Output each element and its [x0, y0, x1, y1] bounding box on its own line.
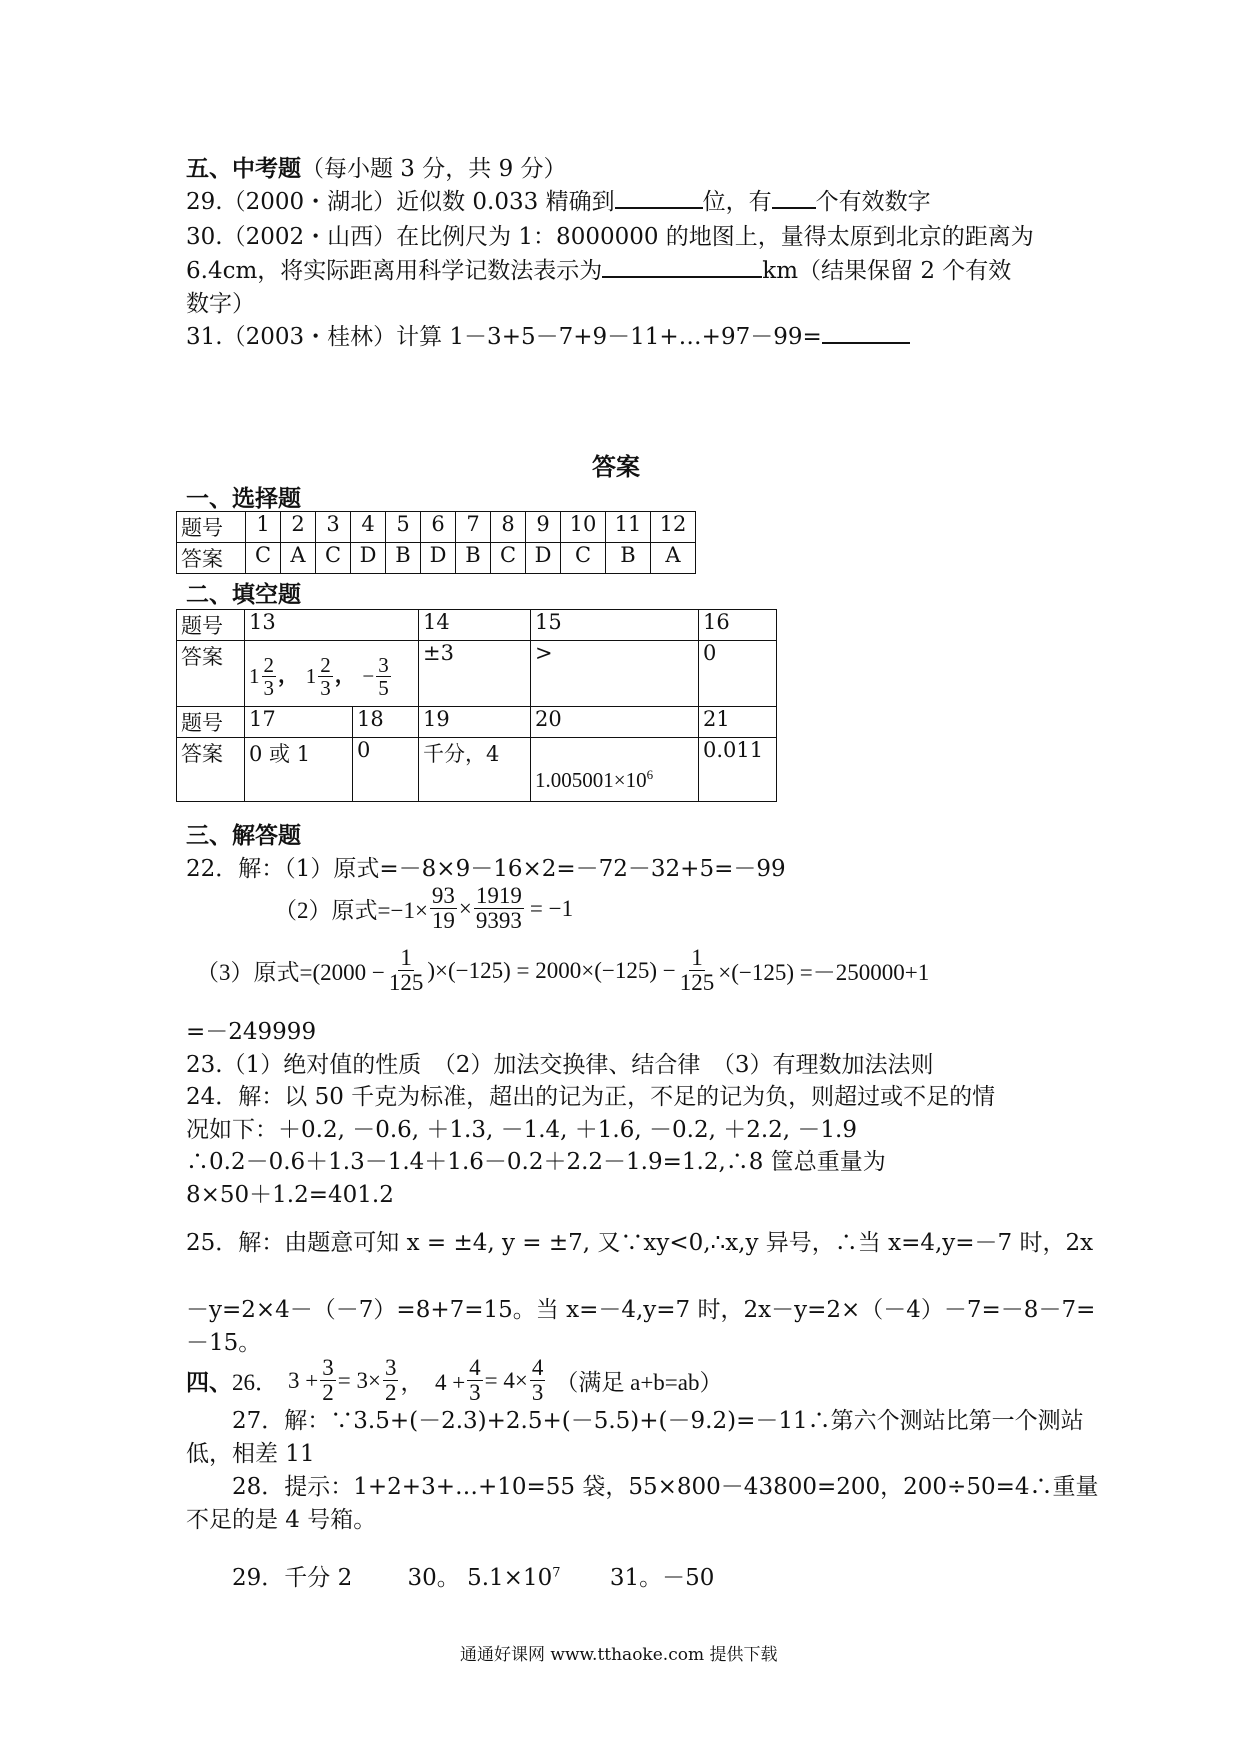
- fraction: [320, 1356, 336, 1405]
- table-cell: 9: [526, 512, 561, 543]
- expr-text: ×: [458, 895, 472, 921]
- answer-30-exponent: 7: [552, 1565, 561, 1581]
- denominator: 19: [431, 908, 455, 934]
- denominator: 5: [378, 676, 389, 700]
- part4-heading: 四、: [186, 1370, 232, 1397]
- answer-21: 0.011: [699, 738, 777, 802]
- fraction: [387, 946, 426, 995]
- question-31: [186, 318, 910, 351]
- table-cell: 19: [419, 707, 531, 738]
- q27-line2: 低，相差 11: [186, 1441, 315, 1467]
- expr-text: （2）原式=−1×: [274, 898, 428, 924]
- answer-13: [245, 641, 419, 707]
- row-header-answer: 答案: [177, 738, 245, 802]
- table-cell: 12: [651, 512, 696, 543]
- denominator: 3: [263, 676, 274, 700]
- denominator: 3: [531, 1380, 544, 1406]
- denominator: 125: [388, 970, 424, 996]
- expr-text: 26．: [232, 1370, 278, 1396]
- q29-blank-1: [615, 185, 703, 209]
- table-cell: 6: [421, 512, 456, 543]
- answer-30-base: 30。 5.1×10: [407, 1565, 553, 1591]
- table-cell: A: [651, 543, 696, 574]
- expr-text: （满足 a+b=ab）: [555, 1370, 723, 1396]
- table-cell: C: [561, 543, 606, 574]
- table-cell: C: [491, 543, 526, 574]
- table-cell: 14: [419, 610, 531, 641]
- fraction: [430, 884, 457, 933]
- q29-blank-2: [772, 185, 816, 209]
- table-cell: 10: [561, 512, 606, 543]
- sci-exponent: 6: [646, 767, 654, 782]
- answer-30: [408, 1565, 561, 1591]
- q24-line2: 况如下：＋0.2, －0.6, ＋1.3, －1.4, ＋1.6, －0.2, ＋2.2, －1.9: [186, 1117, 857, 1143]
- answer-16: 0: [699, 641, 777, 707]
- numerator: 3: [322, 1355, 334, 1380]
- fraction: [467, 1356, 483, 1405]
- question-30-line2: [186, 252, 1011, 285]
- numerator: 1: [400, 945, 412, 970]
- answer-31: 31。－50: [609, 1565, 715, 1591]
- q24-line4: 8×50＋1.2=401.2: [186, 1182, 394, 1208]
- question-30-line1: 30.（2002・山西）在比例尺为 1：8000000 的地图上，量得太原到北京的距离为: [186, 224, 1034, 250]
- final-answers: [232, 1559, 714, 1592]
- expr-text: ×(−125) =－250000+1: [718, 960, 930, 986]
- q30-text-b: km（结果保留 2 个有效: [762, 258, 1012, 284]
- q24-line3: ∴0.2－0.6＋1.3－1.4＋1.6－0.2＋2.2－1.9=1.2,∴8 筐总重量为: [186, 1149, 886, 1175]
- fraction: [678, 946, 717, 995]
- answer-15: >: [531, 641, 699, 707]
- table-cell: 7: [456, 512, 491, 543]
- table-cell: B: [606, 543, 651, 574]
- numerator: 1919: [475, 883, 522, 908]
- q30-blank: [602, 254, 762, 278]
- answer-19: 千分，4: [419, 738, 531, 802]
- whole-part: 1: [305, 664, 317, 688]
- fraction: [376, 654, 391, 699]
- table-cell: 8: [491, 512, 526, 543]
- numerator: 3: [378, 652, 389, 677]
- numerator: 3: [384, 1355, 397, 1380]
- q22-part1: 22．解：（1）原式=－8×9－16×2=－72－32+5=－99: [186, 856, 786, 882]
- table-cell: 3: [316, 512, 351, 543]
- q26-expression: [186, 1356, 722, 1405]
- part3-heading: 三、解答题: [186, 822, 301, 849]
- q28-line2: 不足的是 4 号箱。: [186, 1507, 377, 1533]
- mixed-number: [249, 654, 278, 699]
- table-cell: C: [316, 543, 351, 574]
- numerator: 4: [469, 1355, 481, 1380]
- table-cell: 21: [699, 707, 777, 738]
- table-cell: 13: [245, 610, 419, 641]
- answer-29: 29．千分 2: [232, 1565, 353, 1591]
- footer: 通通好课网 www.tthaoke.com 提供下载: [460, 1645, 778, 1665]
- q29-text-c: 个有效数字: [815, 189, 931, 215]
- table-cell: B: [456, 543, 491, 574]
- fraction: [262, 654, 277, 699]
- table-cell: 4: [351, 512, 386, 543]
- q29-text-a: 29.（2000・湖北）近似数 0.033 精确到: [186, 189, 615, 215]
- denominator: 3: [320, 676, 331, 700]
- table-cell: D: [526, 543, 561, 574]
- q25-line3: －15。: [186, 1330, 262, 1356]
- table-cell: 15: [531, 610, 699, 641]
- table-row: [177, 641, 777, 707]
- expr-text: = 3×: [337, 1367, 381, 1393]
- separator: ，: [278, 662, 299, 687]
- table-cell: 1: [246, 512, 281, 543]
- section5-heading-bold: 五、中考题: [186, 155, 301, 182]
- question-30-line3: 数字）: [186, 291, 255, 317]
- table-cell: 18: [353, 707, 419, 738]
- q30-text-a: 6.4cm，将实际距离用科学记数法表示为: [186, 258, 603, 284]
- q22-part3-cont: =－249999: [186, 1019, 317, 1045]
- denominator: 2: [384, 1380, 397, 1406]
- whole-part: 1: [249, 664, 260, 688]
- table-cell: 11: [606, 512, 651, 543]
- numerator: 93: [431, 883, 455, 908]
- table-cell: 5: [386, 512, 421, 543]
- q22-part2: [274, 884, 573, 933]
- table-cell: 2: [281, 512, 316, 543]
- numerator: 2: [320, 652, 331, 677]
- answer-18: 0: [353, 738, 419, 802]
- minus-sign: −: [362, 664, 375, 688]
- expr-text: = 4×: [484, 1367, 528, 1393]
- expr-text: )×(−125) = 2000×(−125) −: [427, 957, 676, 983]
- row-header-number: 题号: [177, 610, 245, 641]
- sci-base: 1.005001×10: [535, 768, 647, 792]
- negative-fraction: [362, 654, 392, 699]
- expr-text: = −1: [529, 895, 574, 921]
- q27-line1: 27．解：∵3.5+(－2.3)+2.5+(－5.5)+(－9.2)=－11∴第六个测站比第一个测站: [232, 1408, 1084, 1434]
- choice-answer-table: [176, 511, 696, 574]
- answer-17: 0 或 1: [245, 738, 353, 802]
- q23: 23.（1）绝对值的性质 （2）加法交换律、结合律 （3）有理数加法法则: [186, 1052, 934, 1078]
- mixed-number: [306, 654, 335, 699]
- q24-line1: 24．解：以 50 千克为标准，超出的记为正，不足的记为负，则超过或不足的情: [186, 1084, 996, 1110]
- part1-heading: 一、选择题: [186, 485, 301, 512]
- q28-line1: 28．提示：1+2+3+…+10=55 袋，55×800－43800=200，200÷50=4∴重量: [232, 1474, 1099, 1500]
- section5-heading: [186, 150, 567, 183]
- fraction: [474, 884, 524, 933]
- table-row: [177, 738, 777, 802]
- section5-heading-rest: （每小题 3 分，共 9 分）: [301, 156, 567, 182]
- fraction: [318, 654, 333, 699]
- table-cell: 17: [245, 707, 353, 738]
- table-cell: 16: [699, 610, 777, 641]
- denominator: 3: [469, 1380, 481, 1406]
- table-row: [177, 512, 696, 543]
- q22-2-expression: [274, 884, 573, 933]
- denominator: 125: [679, 970, 715, 996]
- expr-text: （3）原式=(2000 −: [196, 960, 385, 986]
- table-cell: A: [281, 543, 316, 574]
- q22-part3: [196, 946, 929, 995]
- denominator: 9393: [475, 908, 522, 934]
- q25-line2: －y=2×4－（－7）=8+7=15。当 x=－4,y=7 时，2x－y=2×（－4）－7=－8－7=: [186, 1297, 1096, 1323]
- row-header-answer: 答案: [177, 641, 245, 707]
- table-cell: D: [351, 543, 386, 574]
- answers-title: 答案: [592, 452, 640, 481]
- q25-line1: 25．解：由题意可知 x = ±4, y = ±7, 又∵xy<0,∴x,y 异号，∴当 x=4,y=－7 时，2x: [186, 1230, 1094, 1256]
- table-cell: B: [386, 543, 421, 574]
- q29-text-b: 位，有: [702, 189, 772, 215]
- q31-text: 31.（2003・桂林）计算 1－3+5－7+9－11+…+97－99=: [186, 324, 822, 350]
- numerator: 2: [263, 652, 274, 677]
- part2-heading: 二、填空题: [186, 581, 301, 608]
- row-header-number: 题号: [177, 707, 245, 738]
- table-row: [177, 543, 696, 574]
- row-header-number: 题号: [177, 512, 246, 543]
- table-row: [177, 707, 777, 738]
- table-cell: 20: [531, 707, 699, 738]
- q31-blank: [822, 320, 910, 344]
- answer-20: [531, 738, 699, 802]
- fill-blank-answer-table: [176, 609, 777, 802]
- table-cell: D: [421, 543, 456, 574]
- fraction: [383, 1356, 399, 1405]
- numerator: 1: [691, 945, 703, 970]
- expr-text: 3 +: [288, 1367, 319, 1393]
- fraction: [530, 1356, 546, 1405]
- table-row: [177, 610, 777, 641]
- numerator: 4: [531, 1355, 544, 1380]
- question-29: [186, 183, 931, 216]
- q26: [186, 1356, 722, 1405]
- separator: ，: [334, 662, 356, 687]
- expr-text: ， 4 +: [400, 1370, 466, 1396]
- table-cell: C: [246, 543, 281, 574]
- denominator: 2: [322, 1380, 334, 1406]
- q22-3-expression: [196, 946, 929, 995]
- row-header-answer: 答案: [177, 543, 246, 574]
- answer-14: ±3: [419, 641, 531, 707]
